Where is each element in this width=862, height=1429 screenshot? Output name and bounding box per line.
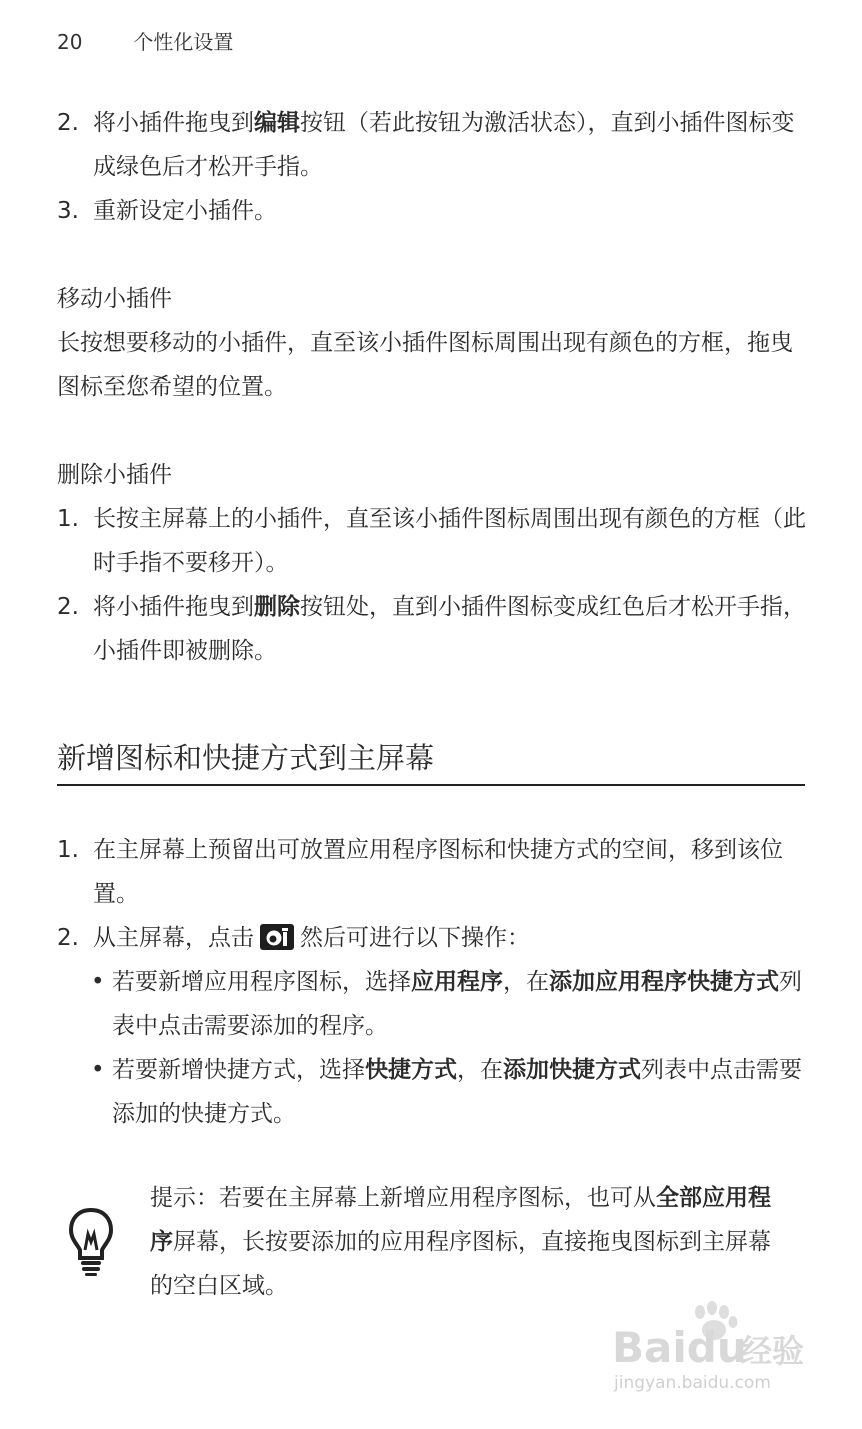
personalize-icon — [260, 921, 294, 947]
bullet-item: • 若要新增快捷方式，选择快捷方式，在添加快捷方式列表中点击需要添加的快捷方式。 — [91, 1057, 802, 1127]
bullet-item: • 若要新增应用程序图标，选择应用程序，在添加应用程序快捷方式列表中点击需要添加的程序。 — [91, 969, 802, 1039]
watermark-brand: Baidu — [612, 1323, 747, 1372]
list-item: 1. 长按主屏幕上的小插件，直至该小插件图标周围出现有颜色的方框（此时手指不要移开）。 — [57, 506, 806, 576]
tip-text: 提示：若要在主屏幕上新增应用程序图标，也可从全部应用程序屏幕，长按要添加的应用程序图标，直接拖曳图标到主屏幕的空白区域。 — [150, 1185, 771, 1299]
section-title: 新增图标和快捷方式到主屏幕 — [57, 736, 805, 786]
baidu-watermark — [612, 1300, 812, 1400]
edit-term: 编辑 — [254, 110, 300, 136]
lightbulb-icon — [66, 1206, 116, 1278]
intro-list — [57, 101, 807, 233]
page-number: 20 — [57, 30, 83, 54]
watermark-url: jingyan.baidu.com — [614, 1373, 771, 1393]
add-section-body — [57, 828, 807, 1136]
move-widget-section — [57, 277, 807, 409]
list-item: 2. 将小插件拖曳到编辑按钮（若此按钮为激活状态），直到小插件图标变成绿色后才松开手指。 — [57, 110, 795, 180]
delete-widget-section — [57, 453, 807, 673]
list-item: 3. 重新设定小插件。 — [57, 198, 277, 224]
chapter-title: 个性化设置 — [133, 30, 234, 54]
paragraph: 长按想要移动的小插件，直至该小插件图标周围出现有颜色的方框，拖曳图标至您希望的位置。 — [57, 330, 793, 400]
list-item: 2. 从主屏幕，点击 然后可进行以下操作： — [57, 916, 807, 960]
subsection-title: 删除小插件 — [57, 462, 172, 488]
watermark-brand-cn: 经验 — [740, 1332, 805, 1370]
subsection-title: 移动小插件 — [57, 286, 172, 312]
list-item: 2. 将小插件拖曳到删除按钮处，直到小插件图标变成红色后才松开手指，小插件即被删除。 — [57, 594, 806, 664]
all-apps-term: 全部应用程序 — [150, 1185, 771, 1255]
delete-term: 删除 — [254, 594, 300, 620]
running-header — [57, 26, 233, 55]
list-item: 1. 在主屏幕上预留出可放置应用程序图标和快捷方式的空间，移到该位置。 — [57, 837, 783, 907]
